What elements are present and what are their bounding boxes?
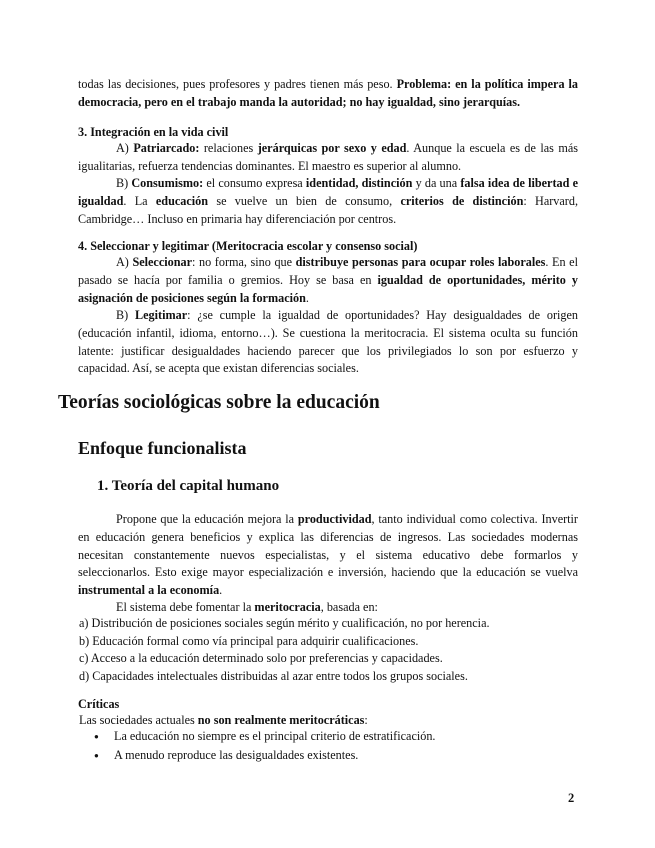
section3-b-paragraph: B) Consumismo: el consumo expresa identidad, distinción y da una falsa idea de libertad e igualdad. La educación se vuelve un bien de consumo, criterios de distinción: Harvard, Cambridge… Incluso en primaria hay diferenciación por centros. — [78, 176, 579, 226]
section3-a-paragraph: A) Patriarcado: relaciones jerárquicas por sexo y edad. Aunque la escuela es de las más igualitarias, refuerza tendencias dominantes. El maestro es superior al alumno. — [78, 141, 578, 173]
list-item: a) Distribución de posiciones sociales según mérito y cualificación, no por herencia. — [79, 616, 490, 630]
criticas-list — [94, 727, 435, 765]
meritocracy-list — [79, 615, 490, 685]
list-item: ● La educación no siempre es el principal criterio de estratificación. — [94, 727, 435, 746]
criticas-heading: Críticas — [78, 697, 120, 711]
list-item: c) Acceso a la educación determinado solo por preferencias y capacidades. — [79, 651, 443, 665]
page-number: 2 — [568, 791, 575, 805]
meritocracy-paragraph: El sistema debe fomentar la meritocracia, basada en: — [116, 600, 378, 614]
section4-heading: 4. Seleccionar y legitimar (Meritocracia escolar y consenso social) — [78, 239, 418, 253]
intro-paragraph: todas las decisiones, pues profesores y padres tienen más peso. Problema: en la política impera la democracia, pero en el trabajo manda la autoridad; no hay igualdad, sino jerarquías. — [78, 77, 578, 109]
list-item: d) Capacidades intelectuales distribuidas al azar entre todos los grupos sociales. — [79, 668, 468, 683]
list-item: b) Educación formal como vía principal para adquirir cualificaciones. — [79, 633, 419, 648]
intro-bold: Problema: en la política impera la democracia, pero en el trabajo manda la autoridad; no hay igualdad, sino jerarquías. — [78, 77, 578, 109]
subsection-heading: 1. Teoría del capital humano — [97, 478, 280, 494]
capital-paragraph: Propone que la educación mejora la productividad, tanto individual como colectiva. Invertir en educación genera beneficios y explica las diferencias de ingresos. Las sociedades modernas necesitan constantemente nuevos especialistas, y el sistema educativo debe formarlos y seleccionarlos. Esto exige mayor especialización e inversión, haciendo que la educación se vuelva instrumental a la economía. — [78, 512, 578, 598]
criticas-intro: Las sociedades actuales no son realmente meritocráticas: — [79, 713, 368, 727]
section4-a-paragraph: A) Seleccionar: no forma, sino que distribuye personas para ocupar roles laborales. En el pasado se hacía por familia o gremios. Hoy se basa en igualdad de oportunidades, mérito y asignación de posiciones según la formación. — [78, 255, 579, 305]
section-heading: Enfoque funcionalista — [78, 438, 247, 458]
list-item: ● A menudo reproduce las desigualdades existentes. — [94, 746, 435, 765]
section3-heading: 3. Integración en la vida civil — [78, 125, 229, 139]
main-heading: Teorías sociológicas sobre la educación — [58, 392, 380, 413]
section4-b-paragraph: B) Legitimar: ¿se cumple la igualdad de oportunidades? Hay desigualdades de origen (educación infantil, idioma, entorno…). Se cuestiona la meritocracia. El sistema oculta su función latente: justificar desigualdades haciendo parecer que los privilegiados lo son por esfuerzo y capacidad. Así, se acepta que existan diferencias sociales. — [78, 308, 579, 376]
